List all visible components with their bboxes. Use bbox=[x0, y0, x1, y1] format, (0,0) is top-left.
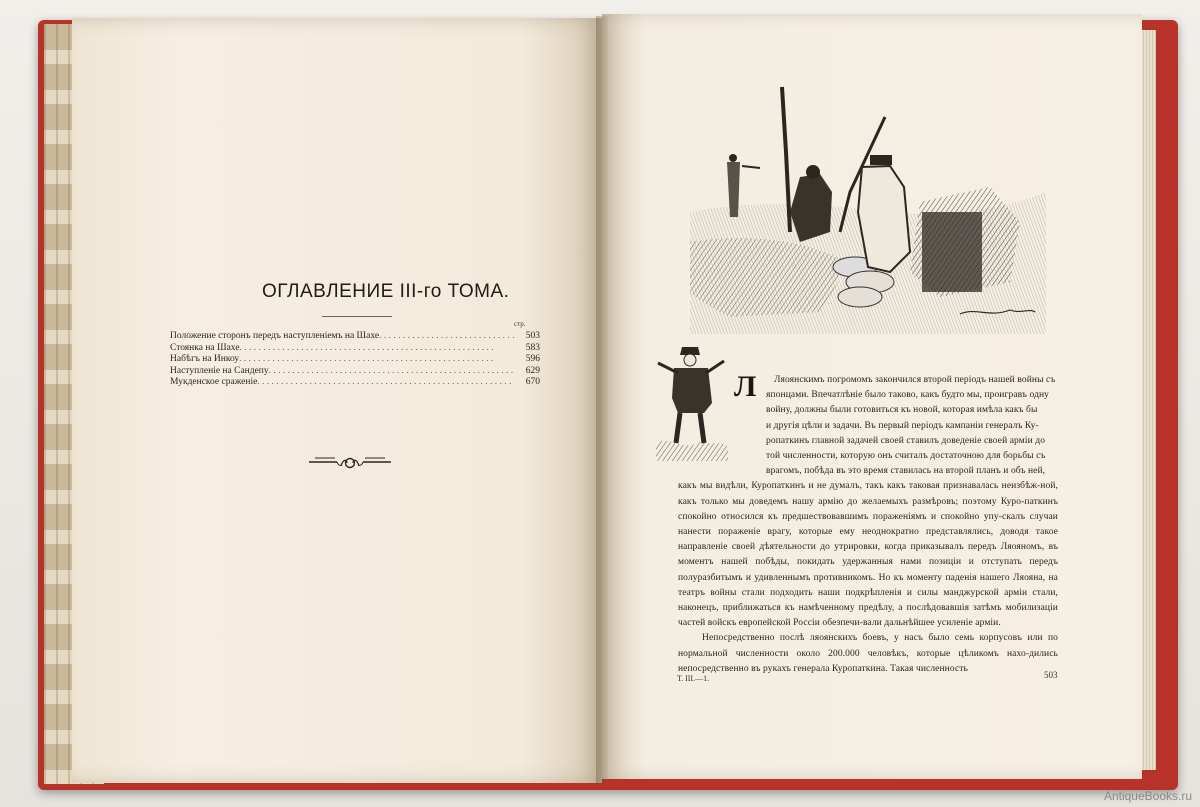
toc-row-page: 596 bbox=[525, 354, 540, 365]
toc-row-page: 670 bbox=[525, 377, 540, 388]
volume-signature: Т. III.—1. bbox=[677, 674, 710, 683]
article-body bbox=[678, 370, 1058, 677]
watermark: AntiqueBooks.ru bbox=[1103, 789, 1192, 803]
toc-page-column-header: стр. bbox=[514, 320, 526, 328]
toc-row-page: 629 bbox=[525, 365, 540, 376]
paragraph: Непосредственно послѣ ляоянскихъ боевъ, у насъ было семь корпусовъ или по нормальной численности около 200.000 человѣкъ, которые цѣликомъ нахо-дились непосредственно въ рукахъ генерала Куропаткина. Такая численность bbox=[678, 633, 1058, 674]
text-line: войну, должны были готовиться къ новой, которая имѣла какъ бы bbox=[766, 405, 1038, 416]
toc-row bbox=[170, 377, 540, 389]
title-rule bbox=[322, 316, 392, 317]
toc-row bbox=[170, 366, 540, 378]
leader-dots bbox=[379, 331, 514, 343]
text-line: и другiя цѣли и задачи. Въ первый перiодъ кампанiи генералъ Ку- bbox=[766, 420, 1039, 431]
toc-row-label: Наступленiе на Сандепу bbox=[170, 365, 269, 376]
text-line: врагомъ, побѣда въ это время ставилась на второй планъ и объ ней, bbox=[766, 466, 1046, 477]
page-number: 503 bbox=[1044, 670, 1058, 680]
leader-dots bbox=[257, 377, 514, 389]
text-line: японцами. Впечатлѣнiе было таково, какъ будто мы, проигравъ одну bbox=[766, 390, 1050, 401]
toc-title: ОГЛАВЛЕНИЕ III-го ТОМА. bbox=[262, 281, 510, 302]
trench-scene-illustration bbox=[690, 82, 1046, 334]
leader-dots bbox=[269, 366, 514, 378]
toc-list bbox=[170, 331, 540, 389]
left-page bbox=[72, 18, 602, 783]
toc-row-page: 583 bbox=[525, 342, 540, 353]
toc-row bbox=[170, 343, 540, 355]
leader-dots bbox=[239, 354, 514, 366]
toc-row-page: 503 bbox=[525, 331, 540, 341]
leader-dots bbox=[240, 343, 514, 355]
ornament-icon bbox=[307, 454, 393, 470]
toc-row-label: Мукденское сраженiе bbox=[170, 377, 258, 388]
text-line: Ляоянскимъ погромомъ закончился второй перiодъ нашей войны съ bbox=[774, 375, 1056, 385]
toc-row-label: Положение сторонъ передъ наступленiемъ на Шахе bbox=[170, 331, 380, 341]
toc-row bbox=[170, 331, 540, 343]
drop-cap: Л bbox=[734, 370, 757, 403]
text-line: той численности, которую онъ считалъ достаточною для борьбы съ bbox=[766, 451, 1046, 462]
toc-row-label: Набѣгъ на Инкоу bbox=[170, 354, 240, 365]
paragraph: какъ мы видѣли, Куропаткинъ и не думалъ, такъ какъ таковая признавалась неизбѣж-ной, какъ только мы доведемъ нашу армiю до желаемыхъ размѣровъ; поэтому Куро-паткинъ спокойно относился къ предшествовавшимъ пораженiямъ и спокойно упу-скалъ случаи нанести пораженiе врагу, которые ему неоднократно представлялись, доводя такое направленiе своей дѣятельности до утрировки, когда приказывалъ передъ Ляояномъ, въ моментъ нашей побѣды, покидать удержанныя нами позицiи и отступать передъ полуразбитымъ и удивленнымъ противникомъ. Но къ моменту паденiя нашего Ляояна, на театръ войны стали подходить наши подкрѣпленiя и силы манджурской армiи стали, наконецъ, приближаться къ намѣченному предѣлу, а послѣдовавшiя затѣмъ мобилизацiи частей войскъ европейской Россiи обезпечи-вали дальнѣйшее усиленiе армiи. bbox=[678, 481, 1058, 629]
text-line: ропаткинъ главной задачей своей ставилъ доведенiе своей армiи до bbox=[766, 435, 1046, 446]
toc-row-label: Стоянка на Шахе bbox=[170, 342, 240, 353]
toc-row bbox=[170, 354, 540, 366]
book-gutter bbox=[596, 16, 608, 784]
